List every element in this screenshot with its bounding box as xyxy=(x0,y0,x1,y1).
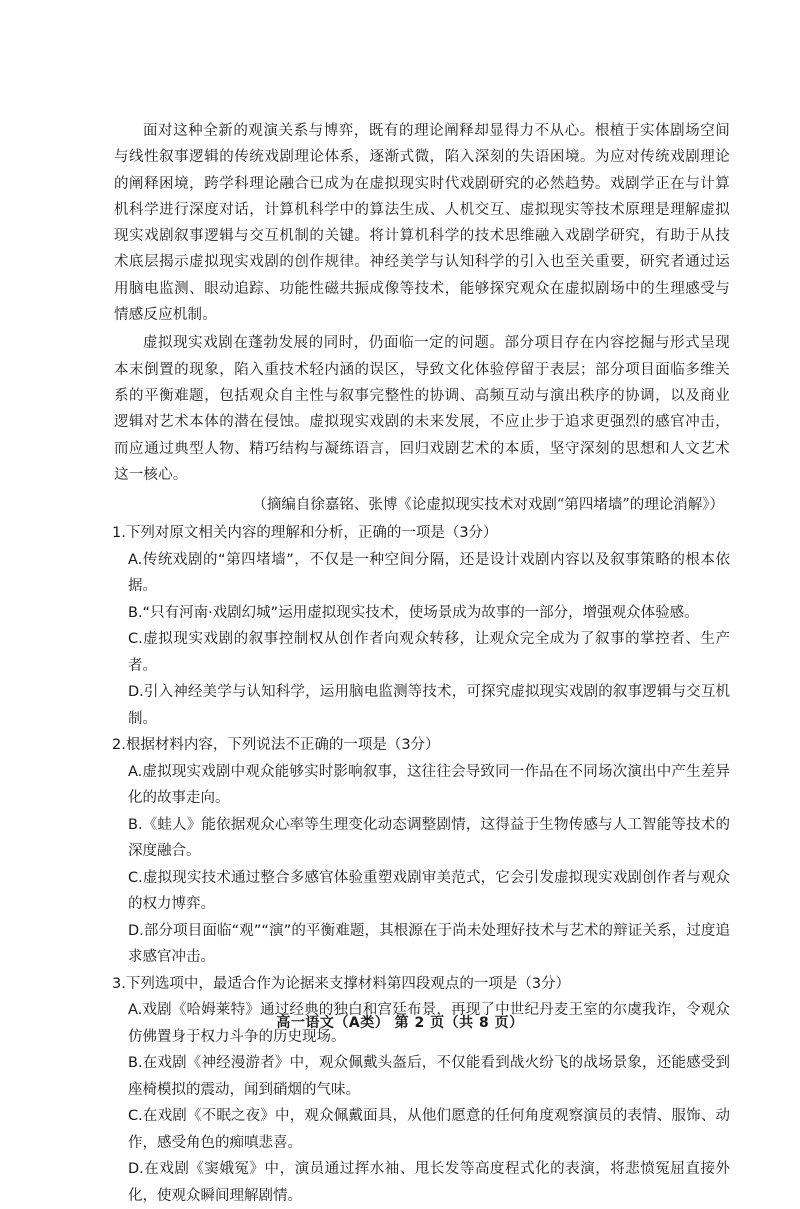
option-d: D.引入神经美学与认知科学，运用脑电监测等技术，可探究虚拟现实戏剧的叙事逻辑与交互机制。 xyxy=(128,684,730,727)
question-stem: 1.下列对原文相关内容的理解和分析，正确的一项是（3分） xyxy=(112,525,498,542)
passage-paragraph-2: 虚拟现实戏剧在蓬勃发展的同时，仍面临一定的问题。部分项目存在内容挖掘与形式呈现本末倒置的现象，陷入重技术轻内涵的误区，导致文化体验停留于表层；部分项目面临多维关系的平衡难题，包括观众自主性与叙事完整性的协调、高频互动与演出秩序的协调，以及商业逻辑对艺术本体的潜在侵蚀。虚拟现实戏剧的未来发展，不应止步于追求更强烈的感官冲击，而应通过典型人物、精巧结构与凝练语言，回归戏剧艺术的本质，坚守深刻的思想和人文艺术这一核心。 xyxy=(114,335,730,483)
option-b: B.“只有河南·戏剧幻城”运用虚拟现实技术，使场景成为故事的一部分，增强观众体验感。 xyxy=(128,604,699,621)
passage-source: （摘编自徐嘉铭、张博《论虚拟现实技术对戏剧“第四堵墙”的理论消解》） xyxy=(252,497,724,514)
option-a: A.戏剧《哈姆莱特》通过经典的独白和宫廷布景，再现了中世纪丹麦王室的尔虞我诈，令观众仿佛置身于权力斗争的历史现场。 xyxy=(128,1002,730,1045)
question-stem: 2.根据材料内容，下列说法不正确的一项是（3分） xyxy=(112,737,440,754)
option-a: A.传统戏剧的“第四堵墙”，不仅是一种空间分隔，还是设计戏剧内容以及叙事策略的根本依据。 xyxy=(128,551,730,595)
page-footer: 高一语文（A类） 第 2 页（共 8 页） xyxy=(276,1015,524,1031)
reading-passage xyxy=(114,118,730,518)
option-c: C.在戏剧《不眠之夜》中，观众佩戴面具，从他们愿意的任何角度观察演员的表情、服饰、动作，感受角色的痴嗔悲喜。 xyxy=(128,1108,730,1151)
question-list xyxy=(112,520,730,1209)
question-stem: 3.下列选项中，最适合作为论据来支撑材料第四段观点的一项是（3分） xyxy=(112,975,571,992)
option-d: D.部分项目面临“观”“演”的平衡难题，其根源在于尚未处理好技术与艺术的辩证关系，过度追求感官冲击。 xyxy=(128,922,730,966)
option-d: D.在戏剧《窦娥冤》中，演员通过挥水袖、甩长发等高度程式化的表演，将悲愤冤屈直接外化，使观众瞬间理解剧情。 xyxy=(128,1161,730,1204)
option-b: B.在戏剧《神经漫游者》中，观众佩戴头盔后，不仅能看到战火纷飞的战场景象，还能感受到座椅模拟的震动，闻到硝烟的气味。 xyxy=(128,1055,730,1098)
option-c: C.虚拟现实戏剧的叙事控制权从创作者向观众转移，让观众完全成为了叙事的掌控者、生产者。 xyxy=(128,631,730,674)
passage-paragraph-1: 面对这种全新的观演关系与博弈，既有的理论阐释却显得力不从心。根植于实体剧场空间与线性叙事逻辑的传统戏剧理论体系，逐渐式微，陷入深刻的失语困境。为应对传统戏剧理论的阐释困境，跨学科理论融合已成为在虚拟现实时代戏剧研究的必然趋势。戏剧学正在与计算机科学进行深度对话，计算机科学中的算法生成、人机交互、虚拟现实等技术原理是理解虚拟现实戏剧叙事逻辑与交互机制的关键。将计算机科学的技术思维融入戏剧学研究，有助于从技术底层揭示虚拟现实戏剧的创作规律。神经美学与认知科学的引入也至关重要，研究者通过运用脑电监测、眼动追踪、功能性磁共振成像等技术，能够探究观众在虚拟剧场中的生理感受与情感反应机制。 xyxy=(114,123,730,324)
question-2 xyxy=(112,732,730,971)
question-3 xyxy=(112,971,730,1209)
option-a: A.虚拟现实戏剧中观众能够实时影响叙事，这往往会导致同一作品在不同场次演出中产生差异化的故事走向。 xyxy=(128,763,730,807)
option-c: C.虚拟现实技术通过整合多感官体验重塑戏剧审美范式，它会引发虚拟现实戏剧创作者与观众的权力博弈。 xyxy=(128,869,730,913)
question-1 xyxy=(112,520,730,732)
option-b: B.《蛙人》能依据观众心率等生理变化动态调整剧情，这得益于生物传感与人工智能等技术的深度融合。 xyxy=(128,816,730,860)
